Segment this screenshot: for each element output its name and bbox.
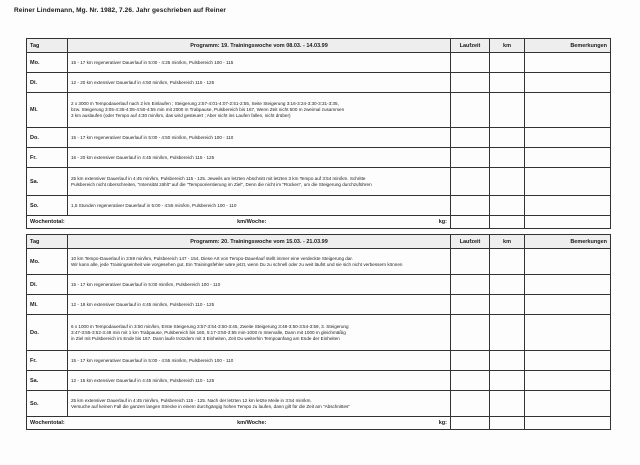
- program-text-line: 15 - 17 km regenerativer Dauerlauf in 5:00 min/km, Pulsbereich 100 - 110: [71, 281, 221, 287]
- day-row: [27, 295, 611, 315]
- day-label: So.: [27, 196, 68, 216]
- bemerkungen-cell: [525, 93, 611, 128]
- program-text-line: 25 km extensiver Dauerlauf in 4:45 min/km, Pulsbereich 115 - 125. Nach der letzten 12 km letzte Meile in 3:54 min/km.: [71, 397, 312, 403]
- bemerkungen-cell: [525, 295, 611, 315]
- day-label: Mo.: [27, 53, 68, 73]
- bemerkungen-cell: [525, 73, 611, 93]
- program-text-line: 15 - 17 km regenerativer Dauerlauf in 5:00 - 4:25 min/km, Pulsbereich 100 - 115: [71, 59, 234, 65]
- day-label: Di.: [27, 73, 68, 93]
- program-text-line: 15 - 17 km regenerativer Dauerlauf in 5:00 - 4:50 min/km, Pulsbereich 100 - 110: [71, 134, 234, 140]
- day-row: [27, 73, 611, 93]
- km-cell: [490, 249, 525, 275]
- program-text-cell: [68, 315, 451, 351]
- day-row: [27, 391, 611, 417]
- program-text-line: 12 - 18 km extensiver Dauerlauf in 4:45 min/km, Pulsbereich 110 - 125: [71, 301, 215, 307]
- program-text-line: 6 x 1000 m Tempodauerlauf in 3:50 min/km, Erste Steigerung 3:57-3:54-3:50-3:45, Zweite Steigerung 3:48-3:50-3:54-3:59, 3. Steigerung: [71, 323, 349, 329]
- bemerkungen-column-header: Bemerkungen: [525, 39, 611, 53]
- day-label: Sa.: [27, 371, 68, 391]
- program-text-line: 12 - 15 km extensiver Dauerlauf in 4:45 min/km, Pulsbereich 110 - 125: [71, 377, 215, 383]
- km-cell: [490, 73, 525, 93]
- laufzeit-cell: [451, 371, 490, 391]
- week-total-cell: [27, 216, 451, 229]
- program-title: Programm: 19. Trainingswoche vom 08.03. - 14.03.99: [68, 39, 451, 53]
- program-text-cell: [68, 168, 451, 196]
- day-label: Mo.: [27, 249, 68, 275]
- bemerkungen-cell: [525, 128, 611, 148]
- total-km-cell: [490, 417, 525, 430]
- day-row: [27, 53, 611, 73]
- bemerkungen-cell: [525, 351, 611, 371]
- program-text-cell: [68, 351, 451, 371]
- laufzeit-cell: [451, 148, 490, 168]
- km-cell: [490, 168, 525, 196]
- week-total-row: [27, 216, 611, 229]
- day-row: [27, 196, 611, 216]
- laufzeit-cell: [451, 168, 490, 196]
- km-column-header: km: [490, 39, 525, 53]
- day-label: Do.: [27, 128, 68, 148]
- week-total-label: Wochentotal:: [30, 219, 65, 225]
- day-label: Di.: [27, 275, 68, 295]
- day-label: Mi.: [27, 295, 68, 315]
- kg-label: kg:: [438, 420, 447, 426]
- bemerkungen-column-header: Bemerkungen: [525, 235, 611, 249]
- program-text-cell: [68, 93, 451, 128]
- km-cell: [490, 196, 525, 216]
- program-text-line: 12 - 20 km extensiver Dauerlauf in 4:50 min/km, Pulsbereich 115 - 125: [71, 79, 215, 85]
- laufzeit-column-header: Laufzeit: [451, 39, 490, 53]
- program-text-line: 3 km auslaufen (oder Tempo auf 4:30 min/km, das wird gesteuert ; Aber nicht ins Laufen fallen, nicht drüber): [71, 113, 291, 118]
- kg-label: kg:: [438, 219, 447, 225]
- day-row: [27, 315, 611, 351]
- total-km-cell: [490, 216, 525, 229]
- day-row: [27, 128, 611, 148]
- program-text-line: 16 - 20 km extensiver Dauerlauf in 4:45 min/km, Pulsbereich 115 - 125: [71, 154, 215, 160]
- program-text-cell: [68, 148, 451, 168]
- day-row: [27, 249, 611, 275]
- laufzeit-cell: [451, 128, 490, 148]
- day-column-header: Tag: [27, 39, 68, 53]
- km-cell: [490, 53, 525, 73]
- km-per-week-label: km/Woche:: [237, 420, 267, 426]
- program-text-cell: [68, 128, 451, 148]
- program-text-cell: [68, 371, 451, 391]
- program-text-line: bzw. Steigerung 3:05-4:35-4:05-4:50-4:55 min mit 2000 m Trabpause, Pulsbereich bis 167, Wenn Zeit nicht 500 m zweimal zusammen: [71, 107, 345, 112]
- program-text-line: 1,5 Stunden regenerativer Dauerlauf in 5:00 - 4:55 min/km, Pulsbereich 100 - 110: [71, 202, 237, 208]
- program-text-cell: [68, 295, 451, 315]
- table-header-row: [27, 235, 611, 249]
- program-text-cell: [68, 275, 451, 295]
- program-text-line: Pulsbereich nicht überschreiten, "Intensität zählt" auf die "Tempoorientierung im Ziel", Denn die nicht im "Rücken", um die Steigerung durchzuführen: [71, 181, 372, 187]
- day-row: [27, 148, 611, 168]
- laufzeit-cell: [451, 295, 490, 315]
- program-text-line: 15 - 17 km regenerativer Dauerlauf in 5:00 - 4:55 min/km, Pulsbereich 100 - 110: [71, 357, 234, 363]
- program-text-line: in Ziel mit Pulsbereich im Ende bis 167. Dann laufe trotzdem mit 3 Einheiten, Zeit Du weiterhin Tempoanfang am Ende der Einheiten: [71, 335, 340, 341]
- training-week-20-table: [26, 234, 611, 430]
- day-label: Fr.: [27, 351, 68, 371]
- km-cell: [490, 148, 525, 168]
- bemerkungen-cell: [525, 275, 611, 295]
- day-row: [27, 351, 611, 371]
- day-row: [27, 275, 611, 295]
- program-text-line: 10 km Tempo-Dauerlauf in 3:59 min/km, Pulsbereich 147 - 154. Diese Art von Tempo-Dauerlauf stellt immer eine verdeckte Steigerung dar.: [71, 255, 353, 261]
- laufzeit-cell: [451, 275, 490, 295]
- bemerkungen-cell: [525, 148, 611, 168]
- day-label: Fr.: [27, 148, 68, 168]
- program-text-line: Versuche auf keinen Fall die ganzen langen Strecke in einem durchgängig hohen Tempo zu laufen, dann gilt für die Zeit am "Abschnittes": [71, 403, 350, 409]
- day-column-header: Tag: [27, 235, 68, 249]
- km-column-header: km: [490, 235, 525, 249]
- km-cell: [490, 315, 525, 351]
- program-text-cell: [68, 391, 451, 417]
- laufzeit-column-header: Laufzeit: [451, 235, 490, 249]
- km-cell: [490, 93, 525, 128]
- bemerkungen-cell: [525, 196, 611, 216]
- program-text-cell: [68, 73, 451, 93]
- total-bemerkungen-cell: [525, 417, 611, 430]
- km-cell: [490, 371, 525, 391]
- program-text-cell: [68, 53, 451, 73]
- day-label: Do.: [27, 315, 68, 351]
- laufzeit-cell: [451, 249, 490, 275]
- day-label: So.: [27, 391, 68, 417]
- laufzeit-cell: [451, 351, 490, 371]
- bemerkungen-cell: [525, 391, 611, 417]
- day-row: [27, 371, 611, 391]
- training-week-19-table: [26, 38, 611, 229]
- bemerkungen-cell: [525, 168, 611, 196]
- program-text-line: 25 km extensiver Dauerlauf in 4:45 min/km, Pulsbereich 115 - 125. Jeweils am letzten Abschnitt mit letzten 3 km Tempo auf 3:54 min/km. Schritte: [71, 175, 366, 181]
- laufzeit-cell: [451, 196, 490, 216]
- laufzeit-cell: [451, 391, 490, 417]
- km-cell: [490, 391, 525, 417]
- day-row: [27, 168, 611, 196]
- week-total-label: Wochentotal:: [30, 420, 65, 426]
- bemerkungen-cell: [525, 249, 611, 275]
- athlete-header: Reiner Lindemann, Mg. Nr. 1982, 7.26. Jahr geschrieben auf Reiner: [14, 7, 227, 14]
- laufzeit-cell: [451, 53, 490, 73]
- bemerkungen-cell: [525, 315, 611, 351]
- total-laufzeit-cell: [451, 216, 490, 229]
- km-cell: [490, 295, 525, 315]
- day-label: Mi.: [27, 93, 68, 128]
- program-text-line: 3:47-3:55-3:52-3:48 min mit 1 km Trabpause, Pulsbereich bis 160, 5:17-3:50-3:55 min-1000 m Intervalle, Dann mit 1000 m gleichmäßig: [71, 329, 346, 335]
- week-total-cell: [27, 417, 451, 430]
- km-cell: [490, 275, 525, 295]
- laufzeit-cell: [451, 93, 490, 128]
- week-total-row: [27, 417, 611, 430]
- program-text-cell: [68, 249, 451, 275]
- km-cell: [490, 128, 525, 148]
- km-per-week-label: km/Woche:: [237, 219, 267, 225]
- program-text-line: 2 x 3000 m Tempodauerlauf nach 2 km Einlaufen ; Steigerung 2:57-4:01-4:07-2:51-2:55, Seite Steigerung 3:16-3:24-3:30-3:31-3:35,: [71, 101, 339, 106]
- program-title: Programm: 20. Trainingswoche vom 15.03. - 21.03.99: [68, 235, 451, 249]
- total-bemerkungen-cell: [525, 216, 611, 229]
- total-laufzeit-cell: [451, 417, 490, 430]
- km-cell: [490, 351, 525, 371]
- day-label: Sa.: [27, 168, 68, 196]
- table-header-row: [27, 39, 611, 53]
- program-text-line: Wir kann alle, jede Trainingseinheit wie vorgesehen gut. Ein Trainingsfehler wäre jetzt, wenn Du zu schnell oder zu weit läufst und sie sich nicht verbessern können: [71, 261, 403, 267]
- bemerkungen-cell: [525, 53, 611, 73]
- day-row: [27, 93, 611, 128]
- bemerkungen-cell: [525, 371, 611, 391]
- laufzeit-cell: [451, 315, 490, 351]
- program-text-cell: [68, 196, 451, 216]
- laufzeit-cell: [451, 73, 490, 93]
